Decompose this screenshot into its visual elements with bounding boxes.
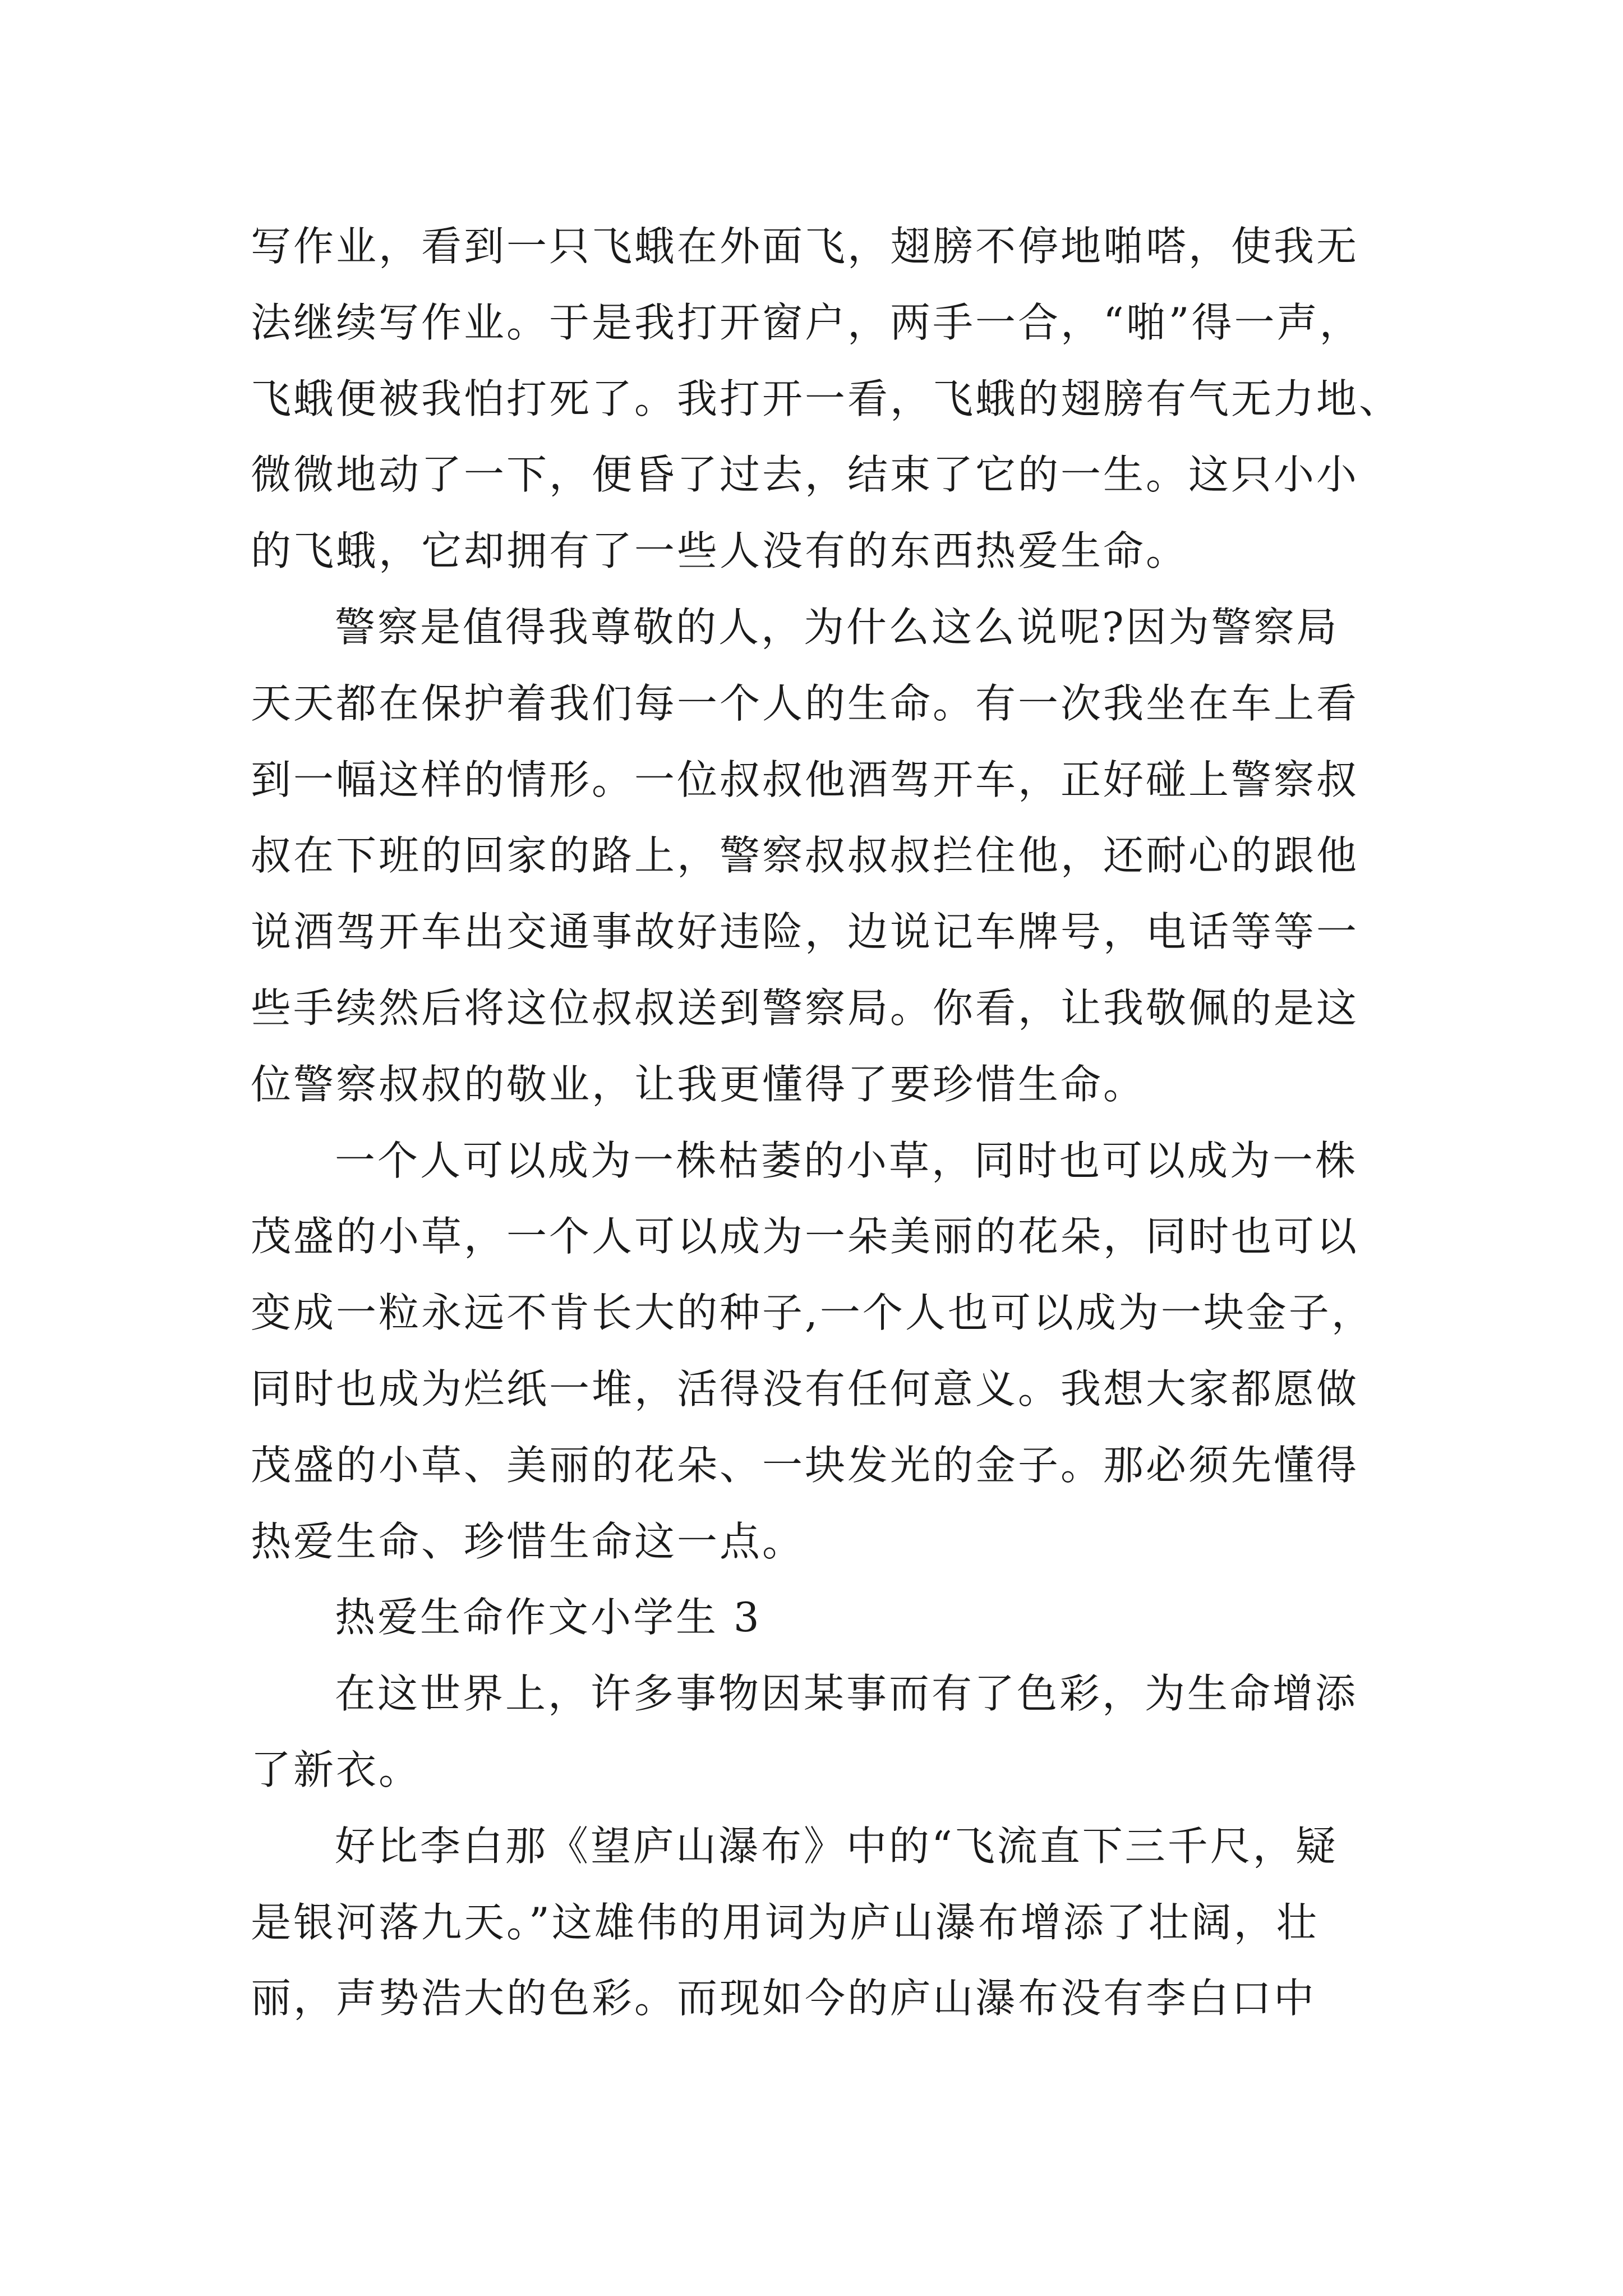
text-line: 飞蛾便被我怕打死了。我打开一看，飞蛾的翅膀有气无力地、	[251, 375, 1402, 422]
text-line: 位警察叔叔的敬业，让我更懂得了要珍惜生命。	[251, 1060, 1146, 1108]
text-line: 是银河落九天。”这雄伟的用词为庐山瀑布增添了壮阔，壮	[251, 1898, 1319, 1946]
paragraph-start-line: 好比李白那《望庐山瀑布》中的“飞流直下三千尺，疑	[335, 1822, 1338, 1870]
text-line: 热爱生命、珍惜生命这一点。	[251, 1517, 805, 1565]
text-line: 微微地动了一下，便昏了过去，结束了它的一生。这只小小	[251, 451, 1359, 499]
text-line: 法继续写作业。于是我打开窗户，两手一合，“啪”得一声，	[251, 298, 1362, 346]
text-line: 同时也成为烂纸一堆，活得没有任何意义。我想大家都愿做	[251, 1365, 1359, 1412]
text-line: 茂盛的小草、美丽的花朵、一块发光的金子。那必须先懂得	[251, 1441, 1359, 1489]
text-line: 的飞蛾，它却拥有了一些人没有的东西热爱生命。	[251, 527, 1189, 575]
document-body	[251, 209, 1402, 2037]
paragraph-start-line: 警察是值得我尊敬的人，为什么这么说呢?因为警察局	[335, 603, 1339, 651]
text-line: 写作业，看到一只飞蛾在外面飞，翅膀不停地啪嗒，使我无	[251, 223, 1359, 270]
text-line: 天天都在保护着我们每一个人的生命。有一次我坐在车上看	[251, 679, 1359, 727]
section-heading: 热爱生命作文小学生 3	[335, 1594, 762, 1641]
text-line: 变成一粒永远不肯长大的种子,一个人也可以成为一块金子，	[251, 1289, 1374, 1337]
paragraph-start-line: 在这世界上，许多事物因某事而有了色彩，为生命增添	[335, 1670, 1358, 1718]
text-line: 了新衣。	[251, 1746, 422, 1793]
paragraph-start-line: 一个人可以成为一株枯萎的小草，同时也可以成为一株	[335, 1137, 1358, 1184]
text-line: 茂盛的小草，一个人可以成为一朵美丽的花朵，同时也可以	[251, 1213, 1359, 1260]
text-line: 叔在下班的回家的路上，警察叔叔叔拦住他，还耐心的跟他	[251, 832, 1359, 880]
text-line: 丽，声势浩大的色彩。而现如今的庐山瀑布没有李白口中	[251, 1975, 1317, 2022]
text-line: 说酒驾开车出交通事故好违险，边说记车牌号，电话等等一	[251, 908, 1359, 956]
text-line: 到一幅这样的情形。一位叔叔他酒驾开车，正好碰上警察叔	[251, 756, 1359, 803]
text-line: 些手续然后将这位叔叔送到警察局。你看，让我敬佩的是这	[251, 984, 1359, 1032]
